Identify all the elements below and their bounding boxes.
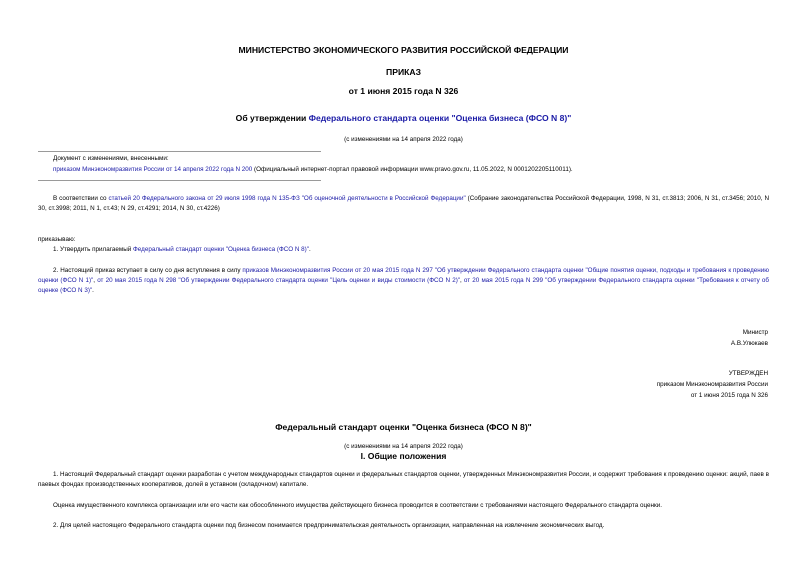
order-item-2-post: . [92, 287, 94, 294]
doc-title [0, 113, 807, 123]
standard-paragraph-1: 1. Настоящий Федеральный стандарт оценки разработан с учетом международных стандартов оценки и федеральных стандартов оценки, утвержденных Минэкономразвития России, и содержит требования к проведению оценки: акций, паев в паевых фондах производственных кооперативов, долей в уставном (складочном) капитале. [38, 471, 769, 488]
doc-type-heading: ПРИКАЗ [386, 67, 421, 77]
signature-position: Министр [742, 329, 768, 336]
order-item-1-pre: 1. Утвердить прилагаемый [53, 246, 134, 253]
approval-by-order: приказом Минэкономразвития России [656, 381, 768, 388]
note-link[interactable]: приказом Минэкономразвития России от 14 апреля 2022 года N 200 [53, 166, 253, 173]
approval-approved: УТВЕРЖДЕН [728, 370, 768, 377]
section-heading: I. Общие положения [360, 451, 447, 461]
preamble-text-1: В соответствии со [53, 195, 109, 202]
order-item-2-pre: 2. Настоящий приказ вступает в силу со дня вступления в силу [53, 267, 243, 274]
note-label: Документ с изменениями, внесенными: [53, 155, 169, 162]
doc-title-prefix: Об утверждении [235, 113, 309, 123]
note-rest: (Официальный интернет-портал правовой информации www.pravo.gov.ru, 11.05.2022, N 0001202205110011). [252, 166, 573, 173]
doc-title-link[interactable]: Федерального стандарта оценки "Оценка бизнеса (ФСО N 8)" [308, 113, 572, 123]
approval-date: от 1 июня 2015 года N 326 [690, 392, 768, 399]
order-item-2-link-298[interactable]: от 20 мая 2015 года N 298 "Об утверждении Федерального стандарта оценки "Цель оценки и виды стоимости (ФСО N 2)" [97, 277, 461, 284]
standard-amended-note: (с изменениями на 14 апреля 2022 года) [344, 443, 463, 450]
doc-amended-note: (с изменениями на 14 апреля 2022 года) [344, 136, 463, 143]
order-item-2-sep-2: , [460, 277, 464, 284]
preamble-paragraph [38, 194, 769, 214]
doc-date-number: от 1 июня 2015 года N 326 [348, 86, 459, 96]
order-prikazyvayu: приказываю: [38, 236, 76, 243]
note-content [53, 165, 573, 175]
preamble-text-2: (Собрание законодательства Российской Федерации, 1998, N 31, ст.3813; 2006, N 31, ст.3456; 2010, N 30, ст.3998; 2011, N 1, ст.43; N 29, ст.4291; 2014, N 30, ст.4226) [38, 195, 770, 212]
order-item-2-sep-1: , [93, 277, 98, 284]
note-top-divider [38, 151, 321, 152]
ministry-heading: МИНИСТЕРСТВО ЭКОНОМИЧЕСКОГО РАЗВИТИЯ РОССИЙСКОЙ ФЕДЕРАЦИИ [238, 45, 569, 55]
standard-paragraph-2: Оценка имущественного комплекса организации или его части как обособленного имущества действующего бизнеса проводится в соответствии с требованиями настоящего Федерального стандарта оценки. [53, 502, 663, 509]
signature-name: А.В.Улюкаев [730, 340, 768, 347]
order-item-2-link-297[interactable]: приказов Минэкономразвития России от 20 мая 2015 года N 297 "Об утверждении Федерального стандарта оценки "Общие понятия оценки, подходы и требования к проведению оценки (ФСО N 1)" [38, 267, 770, 284]
preamble-law-link[interactable]: статьей 20 Федерального закона от 29 июля 1998 года N 135-ФЗ "Об оценочной деятельности в Российской Федерации" [108, 195, 466, 202]
order-item-1-link[interactable]: Федеральный стандарт оценки "Оценка бизнеса (ФСО N 8)" [133, 246, 309, 253]
order-item-2-link-299[interactable]: от 20 мая 2015 года N 299 "Об утверждении Федерального стандарта оценки "Требования к отчету об оценке (ФСО N 3)" [38, 277, 769, 294]
order-item-2 [38, 266, 769, 296]
standard-paragraph-3: 2. Для целей настоящего Федерального стандарта оценки под бизнесом понимается предпринимательская деятельность организации, направленная на извлечение экономических выгод. [53, 522, 605, 529]
order-item-1 [53, 245, 311, 255]
note-bottom-divider [38, 180, 321, 181]
order-item-1-post: . [308, 246, 311, 253]
standard-title: Федеральный стандарт оценки "Оценка бизнеса (ФСО N 8)" [275, 422, 532, 432]
